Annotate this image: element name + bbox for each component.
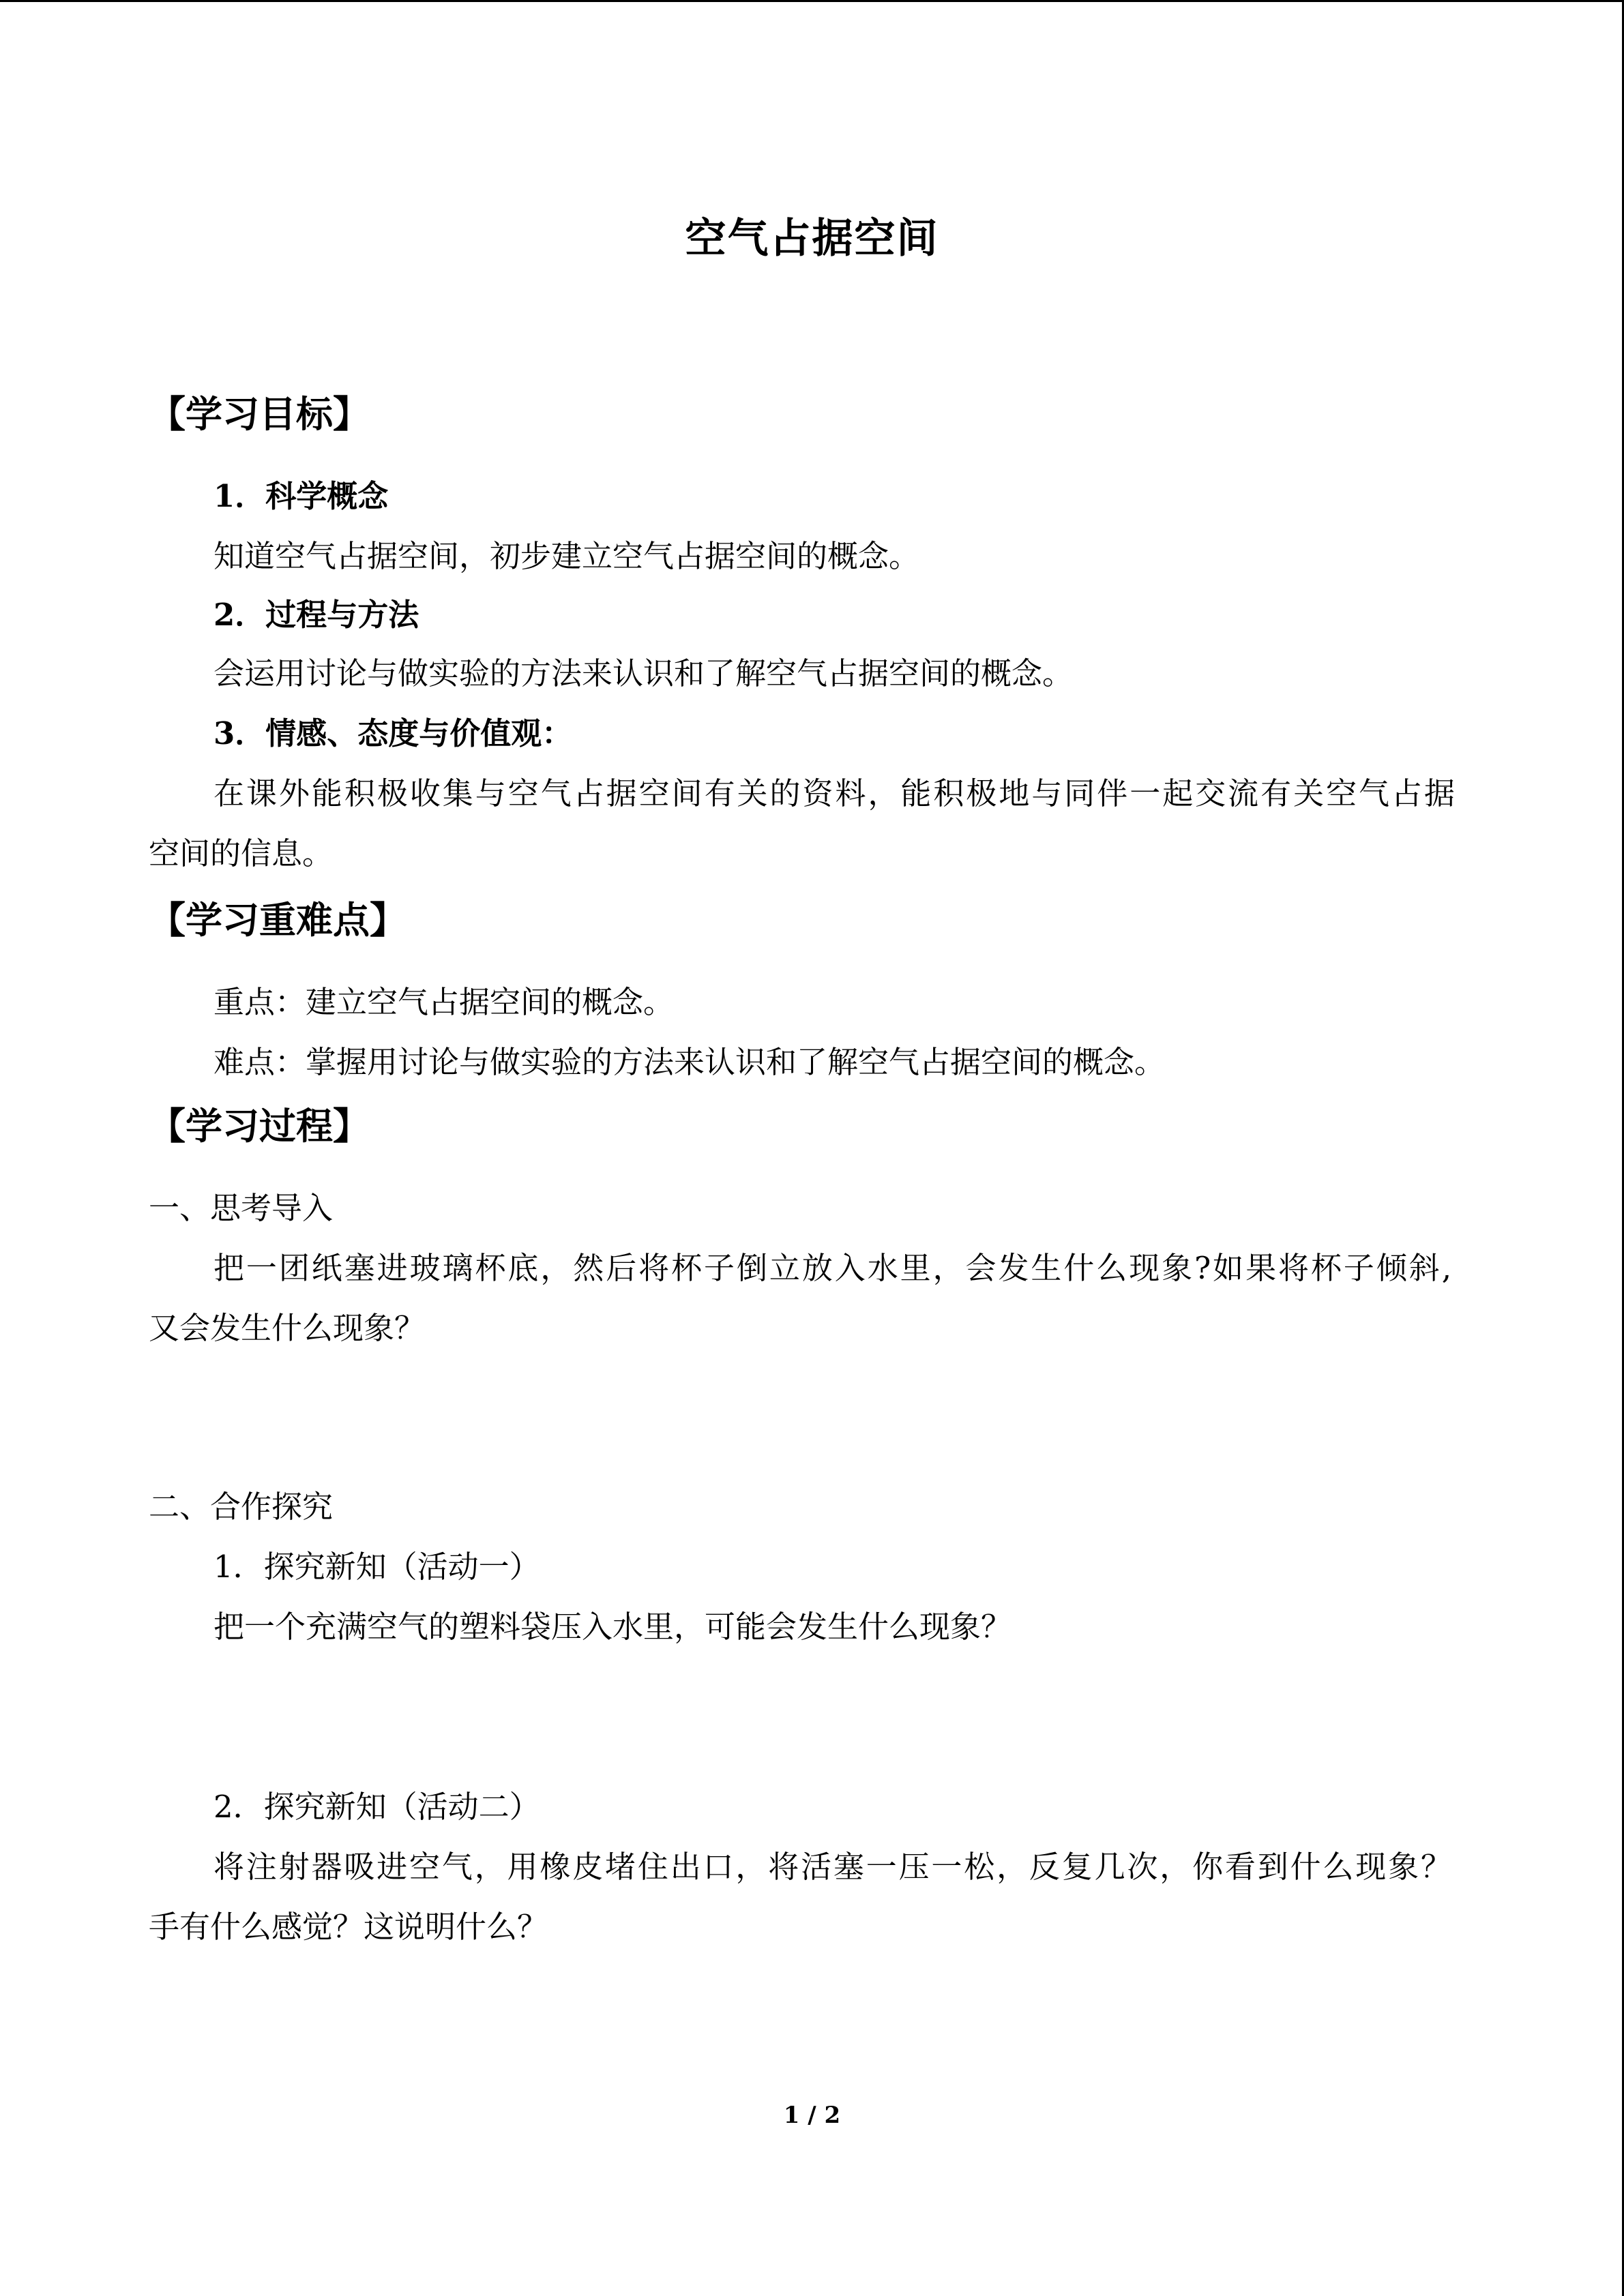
goal-2-title: 2．过程与方法	[213, 597, 419, 633]
difficult-point-text: 难点：掌握用讨论与做实验的方法来认识和了解空气占据空间的概念。	[213, 1044, 1166, 1080]
page-border-top	[0, 0, 1624, 2]
activity-1-title: 1．探究新知（活动一）	[213, 1549, 540, 1585]
page-title: 空气占据空间	[685, 215, 939, 263]
section-heading-key-points: 【学习重难点】	[149, 898, 407, 942]
activity-1-text: 把一个充满空气的塑料袋压入水里，可能会发生什么现象？	[213, 1609, 1012, 1645]
goal-3-title: 3．情感、态度与价值观：	[213, 715, 573, 751]
page-number: 1 / 2	[783, 2102, 841, 2129]
goal-3-text-line2: 空间的信息。	[149, 835, 334, 871]
goal-1-text: 知道空气占据空间，初步建立空气占据空间的概念。	[213, 538, 920, 574]
part-2-title: 二、合作探究	[149, 1489, 334, 1525]
part-1-text-line2: 又会发生什么现象？	[149, 1310, 426, 1346]
activity-2-text-line1: 将注射器吸进空气，用橡皮堵住出口，将活塞一压一松，反复几次，你看到什么现象？	[213, 1849, 1451, 1885]
section-heading-goals: 【学习目标】	[149, 392, 370, 436]
activity-2-title: 2．探究新知（活动二）	[213, 1789, 540, 1825]
key-point-text: 重点：建立空气占据空间的概念。	[213, 984, 675, 1020]
section-heading-process: 【学习过程】	[149, 1104, 370, 1148]
goal-1-title: 1．科学概念	[213, 478, 389, 514]
goal-3-text-line1: 在课外能积极收集与空气占据空间有关的资料，能积极地与同伴一起交流有关空气占据	[213, 775, 1455, 811]
part-1-text-line1: 把一团纸塞进玻璃杯底，然后将杯子倒立放入水里，会发生什么现象?如果将杯子倾斜,	[213, 1250, 1451, 1286]
activity-2-text-line2: 手有什么感觉？这说明什么？	[149, 1909, 548, 1945]
goal-2-text: 会运用讨论与做实验的方法来认识和了解空气占据空间的概念。	[213, 655, 1074, 691]
part-1-title: 一、思考导入	[149, 1190, 334, 1226]
